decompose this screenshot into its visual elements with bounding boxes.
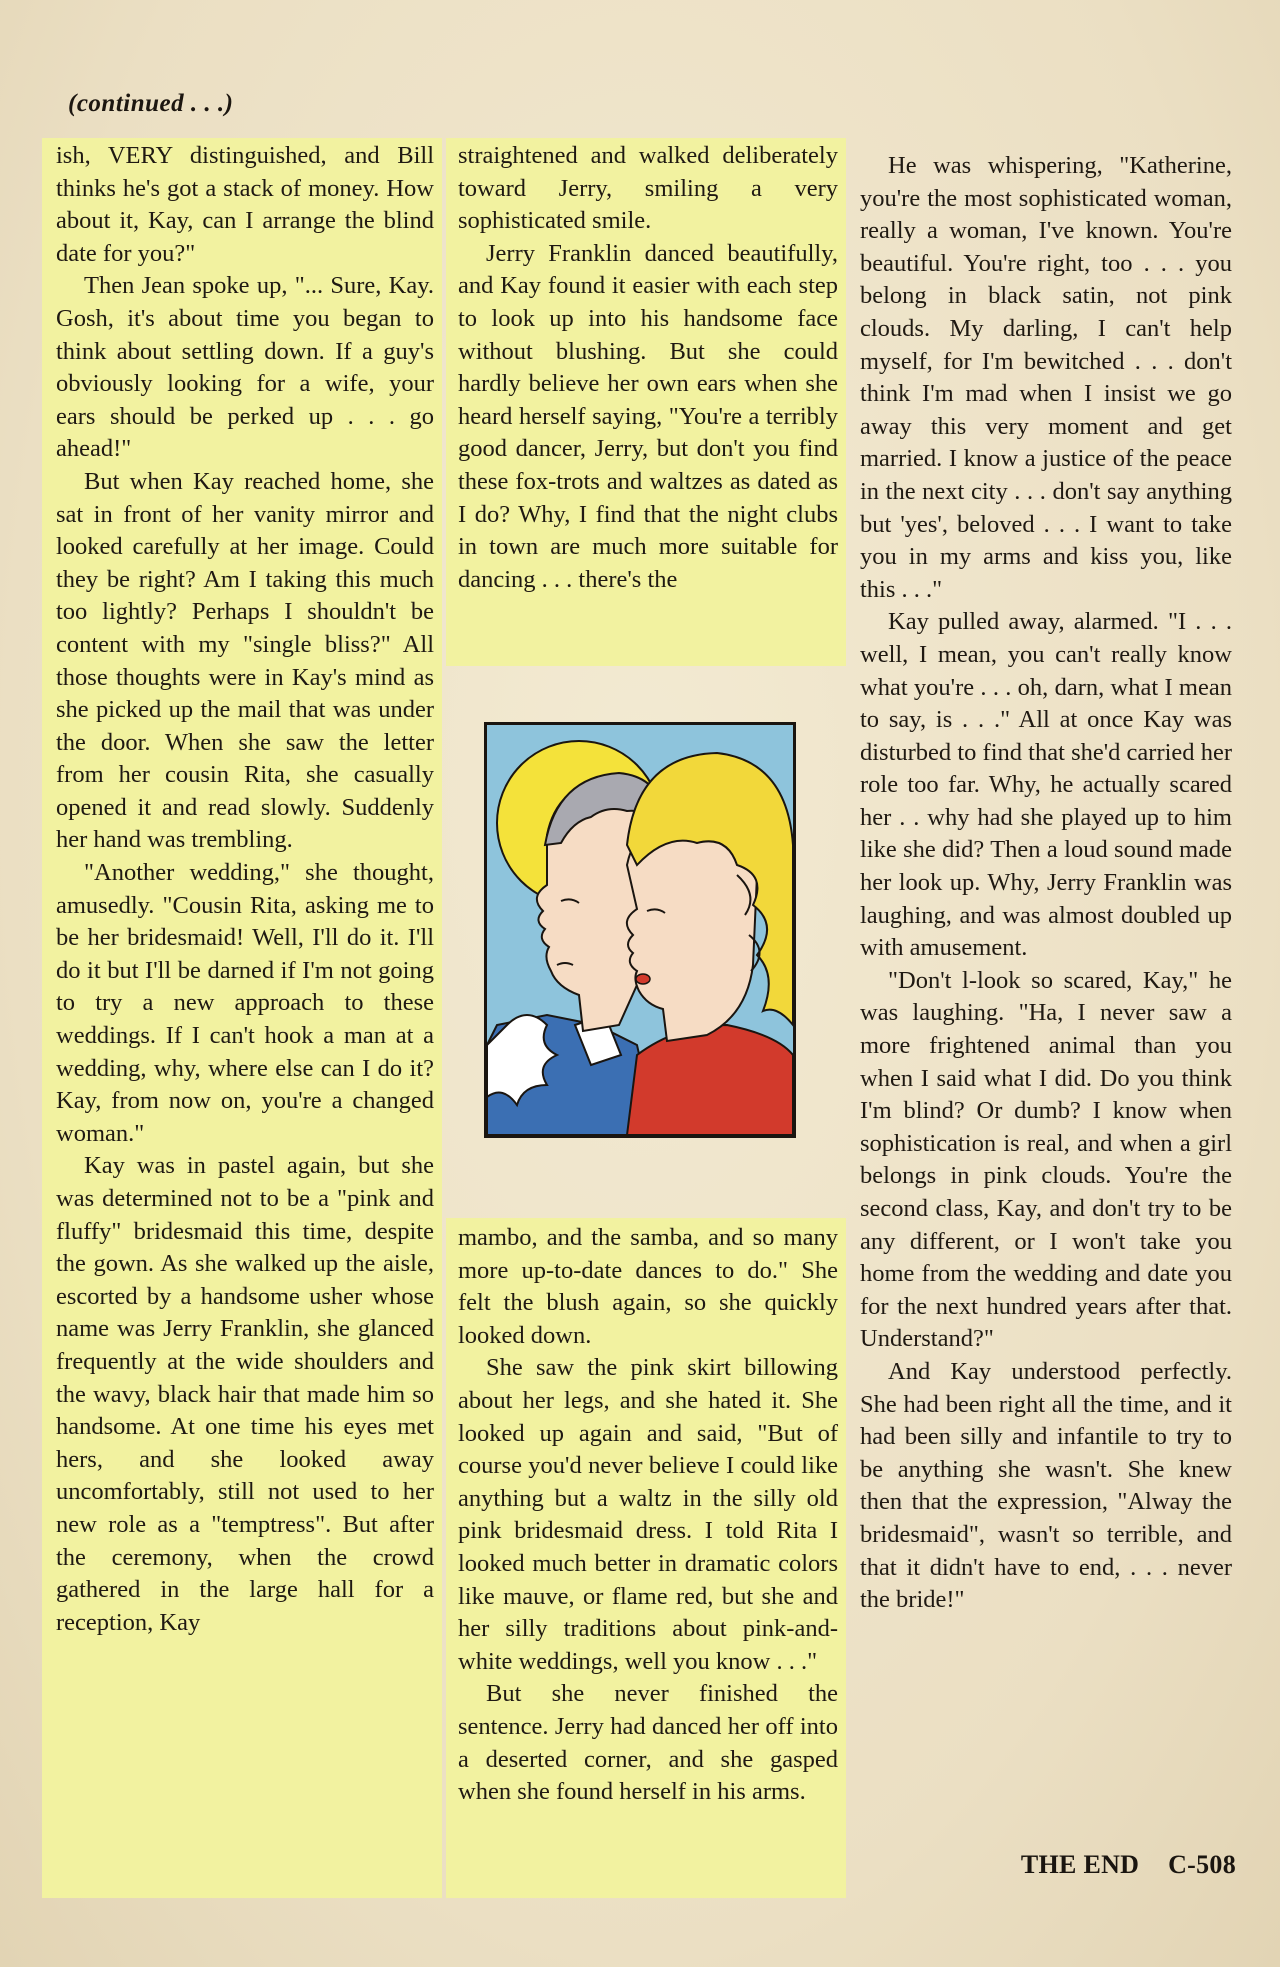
continued-label: (continued . . .)	[68, 90, 234, 117]
paragraph: Kay was in pastel again, but she was determined not to be a "pink and fluffy" bridesmaid this time, despite the gown. As she walked up the aisle, escorted by a handsome usher whose name was Jerry Franklin, she glanced frequently at the wide shoulders and the wavy, black hair that made him so handsome. At one time his eyes met hers, and she looked away uncomfortably, still not used to her new role as a "temptress". But after the ceremony, when the crowd gathered in the large hall for a reception, Kay	[56, 1152, 434, 1636]
couple-illustration	[484, 722, 796, 1138]
text-column-2-bottom	[446, 1218, 846, 1898]
paragraph: "Don't l-look so scared, Kay," he was laughing. "Ha, I never saw a more frightened animal than you when I said what I did. Do you think I'm blind? Or dumb? I know when sophistication is real, and when a girl belongs in pink clouds. You're the second class, Kay, and don't try to be any different, or I won't take you home from the wedding and date you for the next hundred years after that. Understand?"	[860, 966, 1232, 1353]
paragraph: Then Jean spoke up, "... Sure, Kay. Gosh, it's about time you began to think about settling down. If a guy's obviously looking for a wife, your ears should be perked up . . . go ahead!"	[56, 272, 434, 463]
page-code: C-508	[1168, 1850, 1236, 1879]
text-column-1	[42, 138, 442, 1898]
text-column-2-top	[446, 138, 846, 666]
paragraph: straightened and walked deliberately toward Jerry, smiling a very sophisticated smile.	[458, 142, 838, 235]
paragraph: mambo, and the samba, and so many more up-to-date dances to do." She felt the blush again, so she quickly looked down.	[458, 1224, 838, 1349]
paragraph: He was whispering, "Katherine, you're the most sophisticated woman, really a woman, I've known. You're beautiful. You're right, too . . . you belong in black satin, not pink clouds. My darling, I can't help myself, for I'm bewitched . . . don't think I'm mad when I insist we go away this very moment and get married. I know a justice of the peace in the next city . . . don't say anything but 'yes', beloved . . . I want to take you in my arms and kiss you, like this . . ."	[860, 152, 1232, 603]
paragraph: ish, VERY distinguished, and Bill thinks he's got a stack of money. How about it, Kay, can I arrange the blind date for you?"	[56, 142, 434, 267]
paragraph: But she never finished the sentence. Jerry had danced her off into a deserted corner, and she gasped when she found herself in his arms.	[458, 1680, 838, 1806]
paragraph: And Kay understood perfectly. She had been right all the time, and it had been silly and infantile to try to be anything she wasn't. She knew then that the expression, "Alway the bridesmaid", wasn't so terrible, and that it didn't have to end, . . . never the bride!"	[860, 1357, 1232, 1614]
paragraph: She saw the pink skirt billowing about her legs, and she hated it. She looked up again and said, "But of course you'd never believe I could like anything but a waltz in the silly old pink bridesmaid dress. I told Rita I looked much better in dramatic colors like mauve, or flame red, but she and her silly traditions about pink-and-white weddings, well you know . . ."	[458, 1354, 838, 1675]
paragraph: "Another wedding," she thought, amusedly. "Cousin Rita, asking me to be her bridesmaid! Well, I'll do it. I'll do it but I'll be darned if I'm not going to try a new approach to these weddings. If I can't hook a man at a wedding, why, where else can I do it? Kay, from now on, you're a changed woman."	[56, 859, 434, 1147]
end-line	[856, 1850, 1236, 1880]
the-end-label: THE END	[1020, 1850, 1140, 1879]
text-column-3	[852, 138, 1242, 1898]
paragraph: But when Kay reached home, she sat in front of her vanity mirror and looked carefully at her image. Could they be right? Am I taking this much too lightly? Perhaps I shouldn't be content with my "single bliss?" All those thoughts were in Kay's mind as she picked up the mail that was under the door. When she saw the letter from her cousin Rita, she casually opened it and read slowly. Suddenly her hand was trembling.	[56, 467, 434, 854]
paragraph: Kay pulled away, alarmed. "I . . . well, I mean, you can't really know what you're . . . oh, darn, what I mean to say, is . . ." All at once Kay was disturbed to find that she'd carried her role too far. Why, he actually scared her . . why had she played up to him like she did? Then a loud sound made her look up. Why, Jerry Franklin was laughing, and was almost doubled up with amusement.	[860, 608, 1232, 962]
couple-drawing	[487, 725, 793, 1135]
paragraph: Jerry Franklin danced beautifully, and Kay found it easier with each step to look up into his handsome face without blushing. But she could hardly believe her own ears when she heard herself saying, "You're a terribly good dancer, Jerry, but don't you find these fox-trots and waltzes as dated as I do? Why, I find that the night clubs in town are much more suitable for dancing . . . there's the	[458, 239, 838, 593]
